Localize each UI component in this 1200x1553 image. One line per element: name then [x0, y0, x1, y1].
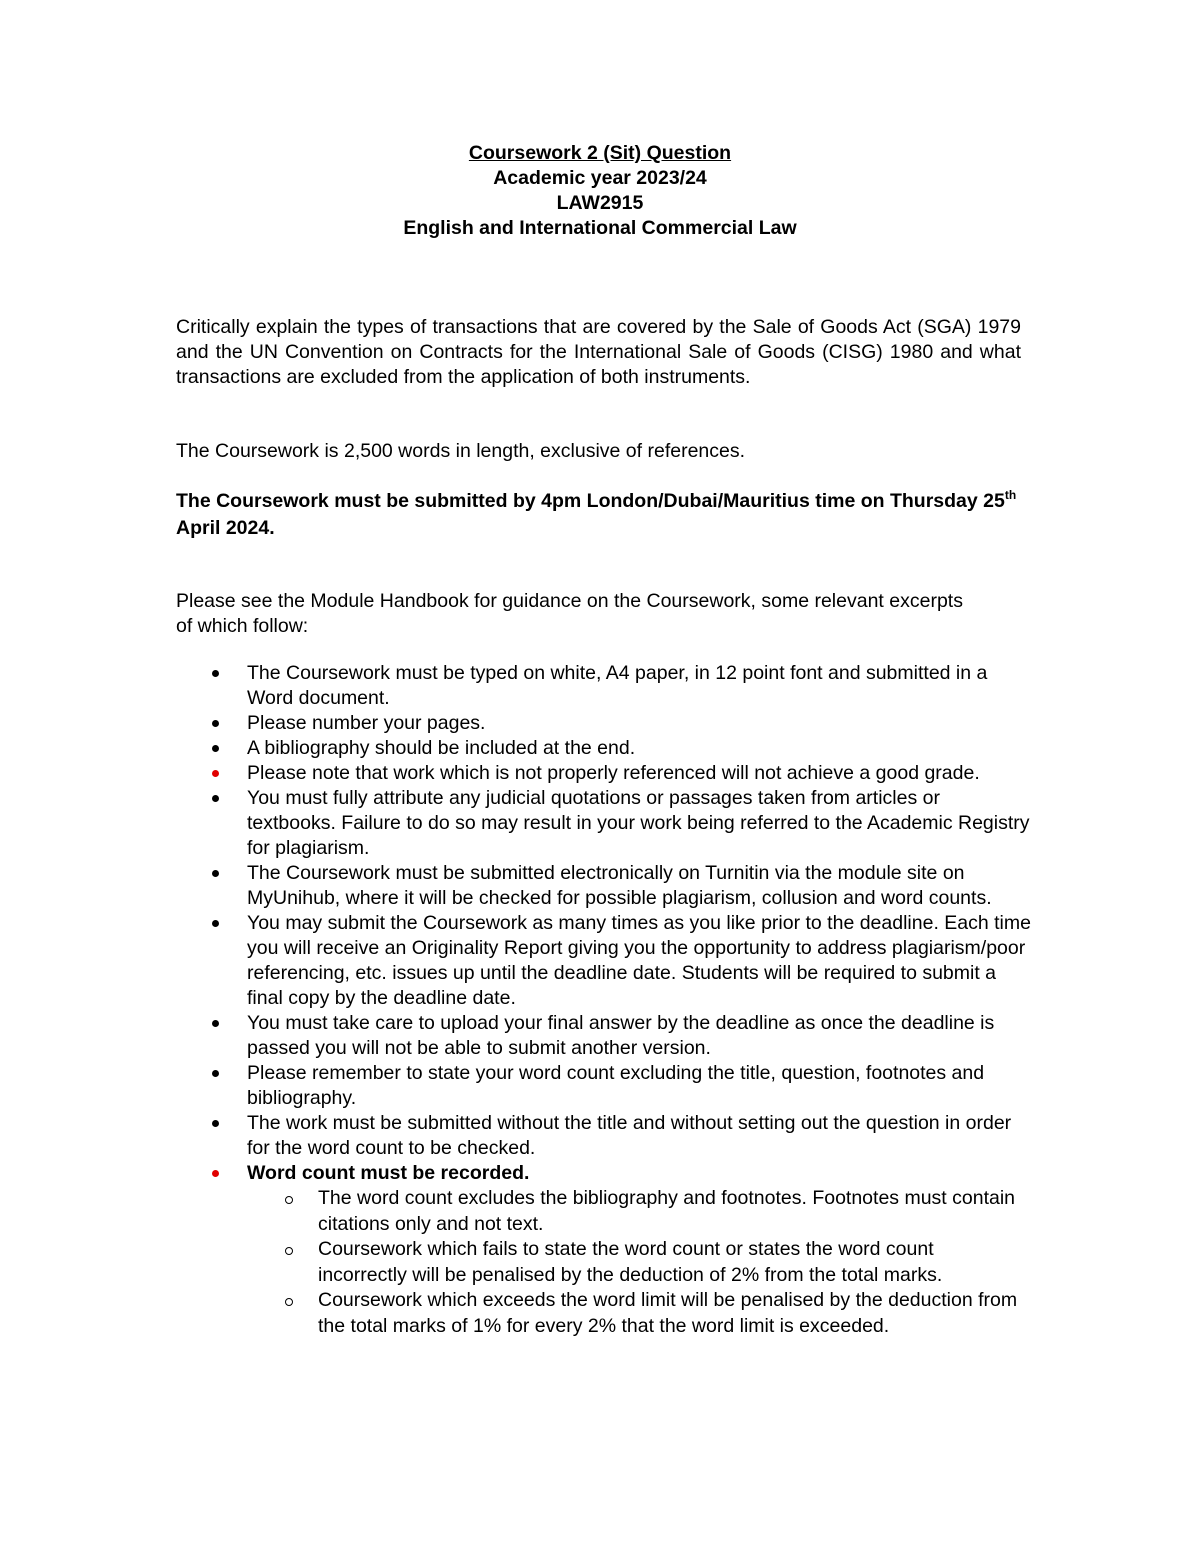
list-item: Please number your pages.	[247, 711, 1032, 736]
bullet-icon	[212, 870, 219, 877]
bullet-icon	[212, 1070, 219, 1077]
list-item: You must take care to upload your final answer by the deadline as once the deadline is passed you will not be able to submit another version.	[247, 1011, 1032, 1061]
list-item-word-count: Word count must be recorded. The word count excludes the bibliography and footnotes. Footnotes must contain citations only and not text. Coursework which fails to state the word count or states the word count incorrectly will be penalised by the deduction of 2% from the total marks. Coursework which exceeds the word limit will be penalised by the deduction from the total marks of 1% for every 2% that the word limit is exceeded.	[247, 1161, 1032, 1339]
red-bullet-icon	[212, 1170, 219, 1177]
sub-list-item: The word count excludes the bibliography and footnotes. Footnotes must contain citations only and not text.	[318, 1186, 1023, 1237]
list-item: Please note that work which is not properly referenced will not achieve a good grade.	[247, 761, 1032, 786]
word-count-sublist	[247, 1186, 1032, 1339]
bullet-icon	[212, 720, 219, 727]
deadline-part1: The Coursework must be submitted by 4pm London/Dubai/Mauritius time on Thursday 25	[176, 490, 1005, 512]
list-item: The Coursework must be submitted electronically on Turnitin via the module site on MyUnihub, where it will be checked for possible plagiarism, collusion and word counts.	[247, 861, 1032, 911]
academic-year: Academic year 2023/24	[493, 167, 707, 189]
document-header	[0, 141, 1200, 241]
deadline-superscript: th	[1004, 488, 1017, 502]
hollow-bullet-icon	[285, 1298, 293, 1306]
deadline-text	[176, 488, 1021, 542]
deadline-part2: April 2024.	[176, 517, 275, 539]
red-bullet-icon	[212, 770, 219, 777]
bullet-icon	[212, 920, 219, 927]
question-text: Critically explain the types of transactions that are covered by the Sale of Goods Act (SGA) 1979 and the UN Convention on Contracts for the International Sale of Goods (CISG) 1980 and what transactions are excluded from the application of both instruments.	[176, 316, 1021, 388]
list-item: The Coursework must be typed on white, A4 paper, in 12 point font and submitted in a Word document.	[247, 661, 1032, 711]
sub-list-item: Coursework which fails to state the word count or states the word count incorrectly will be penalised by the deduction of 2% from the total marks.	[318, 1237, 1023, 1288]
list-item: Please remember to state your word count excluding the title, question, footnotes and bibliography.	[247, 1061, 1032, 1111]
list-item: You may submit the Coursework as many times as you like prior to the deadline. Each time you will receive an Originality Report giving you the opportunity to address plagiarism/poor referencing, etc. issues up until the deadline date. Students will be required to submit a final copy by the deadline date.	[247, 911, 1032, 1011]
list-item: A bibliography should be included at the end.	[247, 736, 1032, 761]
list-item: The work must be submitted without the title and without setting out the question in order for the word count to be checked.	[247, 1111, 1032, 1161]
intro-text: Please see the Module Handbook for guidance on the Coursework, some relevant excerpts of which follow:	[176, 590, 963, 637]
page-title: Coursework 2 (Sit) Question	[468, 142, 732, 164]
list-item: You must fully attribute any judicial quotations or passages taken from articles or textbooks. Failure to do so may result in your work being referred to the Academic Registry for plagiarism.	[247, 786, 1032, 861]
sub-list-item: Coursework which exceeds the word limit will be penalised by the deduction from the total marks of 1% for every 2% that the word limit is exceeded.	[318, 1288, 1023, 1339]
hollow-bullet-icon	[285, 1196, 293, 1204]
bullet-icon	[212, 1020, 219, 1027]
bullet-icon	[212, 670, 219, 677]
bullet-icon	[212, 795, 219, 802]
module-code: LAW2915	[556, 192, 644, 214]
bullet-icon	[212, 1120, 219, 1127]
bullet-icon	[212, 745, 219, 752]
guidance-list	[0, 661, 1200, 1339]
hollow-bullet-icon	[285, 1247, 293, 1255]
word-length-text: The Coursework is 2,500 words in length, exclusive of references.	[176, 440, 746, 462]
module-name: English and International Commercial Law	[403, 217, 797, 239]
